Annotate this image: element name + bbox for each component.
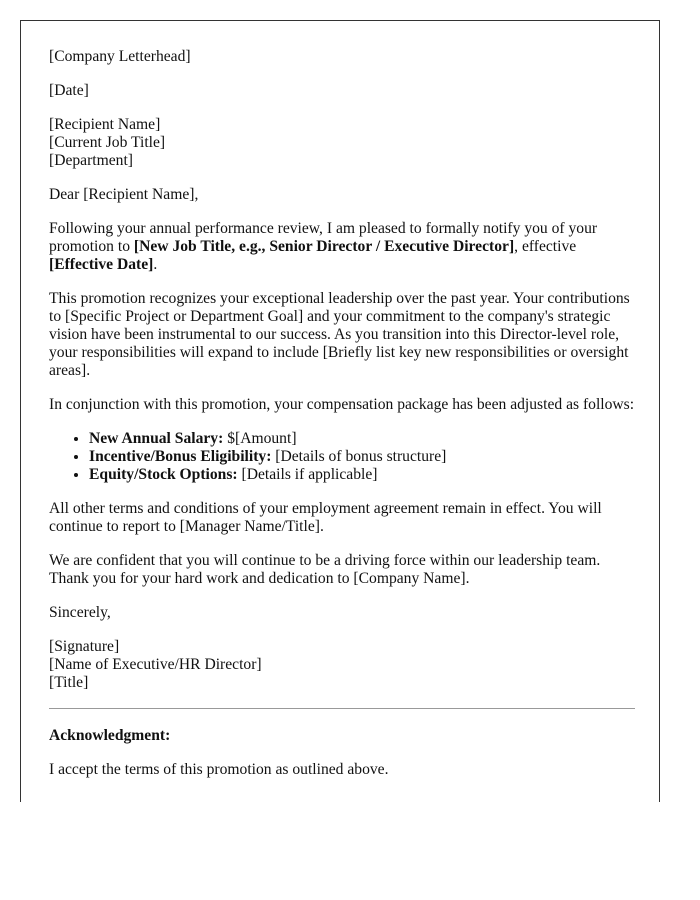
new-job-title: [New Job Title, e.g., Senior Director / Executive Director] [133, 238, 515, 255]
compensation-label: New Annual Salary: [89, 430, 224, 447]
signature-block [49, 638, 635, 692]
para1-pre: Following your annual performance review, I am pleased to formally notify you of your promotion to [49, 220, 598, 255]
salutation: Dear [Recipient Name], [49, 186, 199, 203]
letter-date: [Date] [49, 82, 89, 99]
compensation-value: [Details of bonus structure] [271, 448, 447, 465]
letter-page [20, 20, 660, 802]
promotion-paragraph [49, 220, 635, 274]
effective-date: [Effective Date] [49, 256, 154, 273]
compensation-item-equity [89, 466, 635, 484]
compensation-value: $[Amount] [223, 430, 297, 447]
confidence-paragraph: We are confident that you will continue to be a driving force within our leadership team. Thank you for your hard work and dedication to [Company Name]. [49, 552, 601, 587]
compensation-item-salary [89, 430, 635, 448]
terms-paragraph: All other terms and conditions of your employment agreement remain in effect. You will continue to report to [Manager Name/Title]. [49, 500, 602, 535]
para1-mid: , effective [514, 238, 577, 255]
compensation-label: Equity/Stock Options: [89, 466, 238, 483]
recognition-paragraph: This promotion recognizes your exceptional leadership over the past year. Your contributions to [Specific Project or Department Goal] and your commitment to the company's strategic vision have been instrumental to our success. As you transition into this Director-level role, your responsibilities will expand to include [Briefly list key new responsibilities or oversight areas]. [49, 290, 630, 379]
acknowledgment-heading-text: Acknowledgment: [49, 727, 171, 744]
compensation-value: [Details if applicable] [237, 466, 378, 483]
closing: Sincerely, [49, 604, 111, 621]
letter-content [49, 48, 635, 795]
signature: [Signature] [49, 638, 120, 655]
signer-title: [Title] [49, 674, 89, 691]
recipient-department: [Department] [49, 152, 133, 169]
acknowledgment-heading [49, 727, 635, 745]
divider [49, 708, 635, 709]
recipient-block [49, 116, 635, 170]
compensation-item-bonus [89, 448, 635, 466]
compensation-intro: In conjunction with this promotion, your compensation package has been adjusted as follows: [49, 396, 635, 413]
recipient-job-title: [Current Job Title] [49, 134, 166, 151]
para1-post: . [153, 256, 158, 273]
signer-name: [Name of Executive/HR Director] [49, 656, 262, 673]
recipient-name: [Recipient Name] [49, 116, 161, 133]
acknowledgment-text: I accept the terms of this promotion as outlined above. [49, 761, 389, 778]
compensation-list [49, 430, 635, 484]
compensation-label: Incentive/Bonus Eligibility: [89, 448, 272, 465]
letterhead: [Company Letterhead] [49, 48, 191, 65]
